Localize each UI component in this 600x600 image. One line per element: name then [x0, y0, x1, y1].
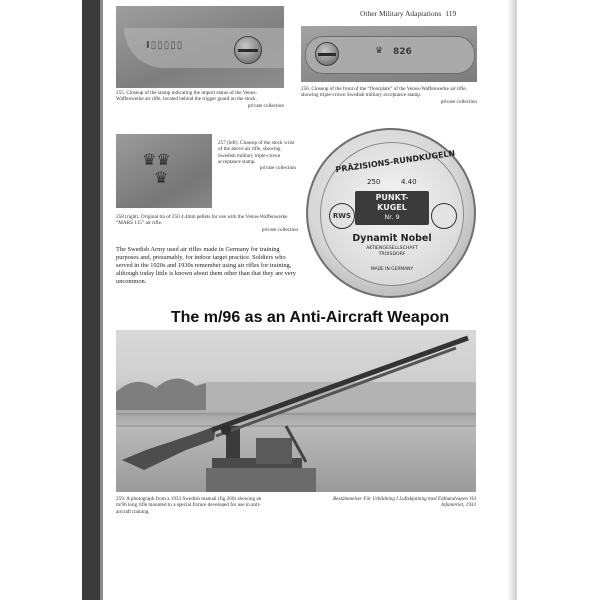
fig257-photo [116, 134, 212, 208]
pellet-tin-lid [320, 142, 464, 286]
fig259-caption-text: 259. A photograph from a 1933 Swedish manual (fig 260) showing an m/96 long rifle mounted to a special fixture developed for use in anti-aircraft training. [116, 496, 262, 515]
tin-top-text: PRÄZISIONS-RUNDKUGELN [334, 148, 456, 175]
fig256-stamp-number: 826 [393, 47, 412, 57]
fig257-credit: private collection [259, 165, 296, 172]
triple-crown-stamp-icon-lower: ♛ [154, 168, 169, 187]
crown-stamp-icon: ♛ [375, 46, 384, 56]
fig258-caption-text: 258 (right). Original tin of 250 4.4mm pellets for use with the Venus-Waffenwerke “MARS 115” air rifle. [116, 214, 288, 227]
fig258-credit: private collection [261, 226, 298, 233]
fixture-block [256, 438, 292, 464]
tin-band-line3: Nr. 9 [384, 213, 400, 221]
pellet-tin [306, 128, 476, 298]
tin-company-line2: TROISDORF [378, 252, 406, 257]
floorplate-screw-icon [315, 42, 339, 66]
tin-count: 250 [367, 178, 381, 186]
stock-screw-icon [234, 36, 262, 64]
fig259-caption [116, 496, 266, 515]
tin-band-line1: PUNKT- [375, 193, 409, 202]
fig256-credit: private collection [440, 98, 477, 105]
tin-label-band [355, 191, 429, 225]
fig256-photo [301, 26, 477, 82]
background-building [206, 382, 476, 412]
triple-crown-stamp-icon: ♛♛ [142, 150, 171, 169]
fig255-credit: private collection [247, 102, 284, 109]
fig256-caption [301, 86, 477, 105]
body-paragraph: The Swedish Army used air rifles made in Germany for training purposes and, presumably, for indoor target practice. Soldiers who served in the 1920s and 1930s remember using air rifles for training, although today little is known about them other than that they are very uncommon. [116, 246, 296, 285]
mount-platform [206, 468, 316, 492]
book-spine [82, 0, 100, 600]
fig258-caption [116, 214, 298, 233]
fig257-caption [218, 140, 296, 171]
fig255-photo [116, 6, 284, 88]
tin-caliber: 4.40 [401, 178, 417, 186]
tin-badge-left: RWS [329, 203, 355, 229]
tin-bottom-text: MADE IN GERMANY [370, 267, 414, 272]
running-header-title: Other Military Adaptations [360, 9, 442, 18]
fig259-credit-text: Bestämmelser För Utbildning I Luftskjutning med Eldhandvapen Vid Infanteriet, 1933 [333, 496, 476, 509]
tin-badge-right-icon [431, 203, 457, 229]
fig256-caption-text: 256. Closeup of the front of the “floorplate” of the Venus-Waffenwerke air rifle, showing triple-crown Swedish military acceptance stamp. [301, 86, 467, 99]
fig259-photo [116, 330, 476, 492]
fig255-caption-text: 255. Closeup of the stamp indicating the import status of the Venus-Waffenwerke air rifle, located behind the trigger guard on the stock. [116, 90, 258, 103]
fence [116, 414, 476, 426]
fig255-caption [116, 90, 284, 109]
section-heading: The m/96 as an Anti-Aircraft Weapon [170, 309, 450, 326]
running-header [360, 9, 456, 18]
anti-aircraft-rifle-scene [116, 330, 476, 492]
tin-band-line2: KUGEL [377, 203, 407, 212]
fig257-caption-text: 257 (left). Closeup of the stock wrist of the above air rifle, showing Swedish military triple-crown acceptance stamp. [218, 140, 295, 165]
tin-company-line1: AKTIENGESELLSCHAFT [366, 246, 418, 251]
import-stamp-mark: I▯▯▯▯▯ [146, 40, 184, 51]
page-edge-shadow [508, 0, 517, 600]
rifle-stock [122, 426, 216, 470]
tin-brand: Dynamit Nobel [352, 233, 432, 244]
fig259-credit [332, 496, 476, 509]
rifle-bolt-icon [221, 425, 231, 435]
page-number: 119 [445, 9, 457, 18]
